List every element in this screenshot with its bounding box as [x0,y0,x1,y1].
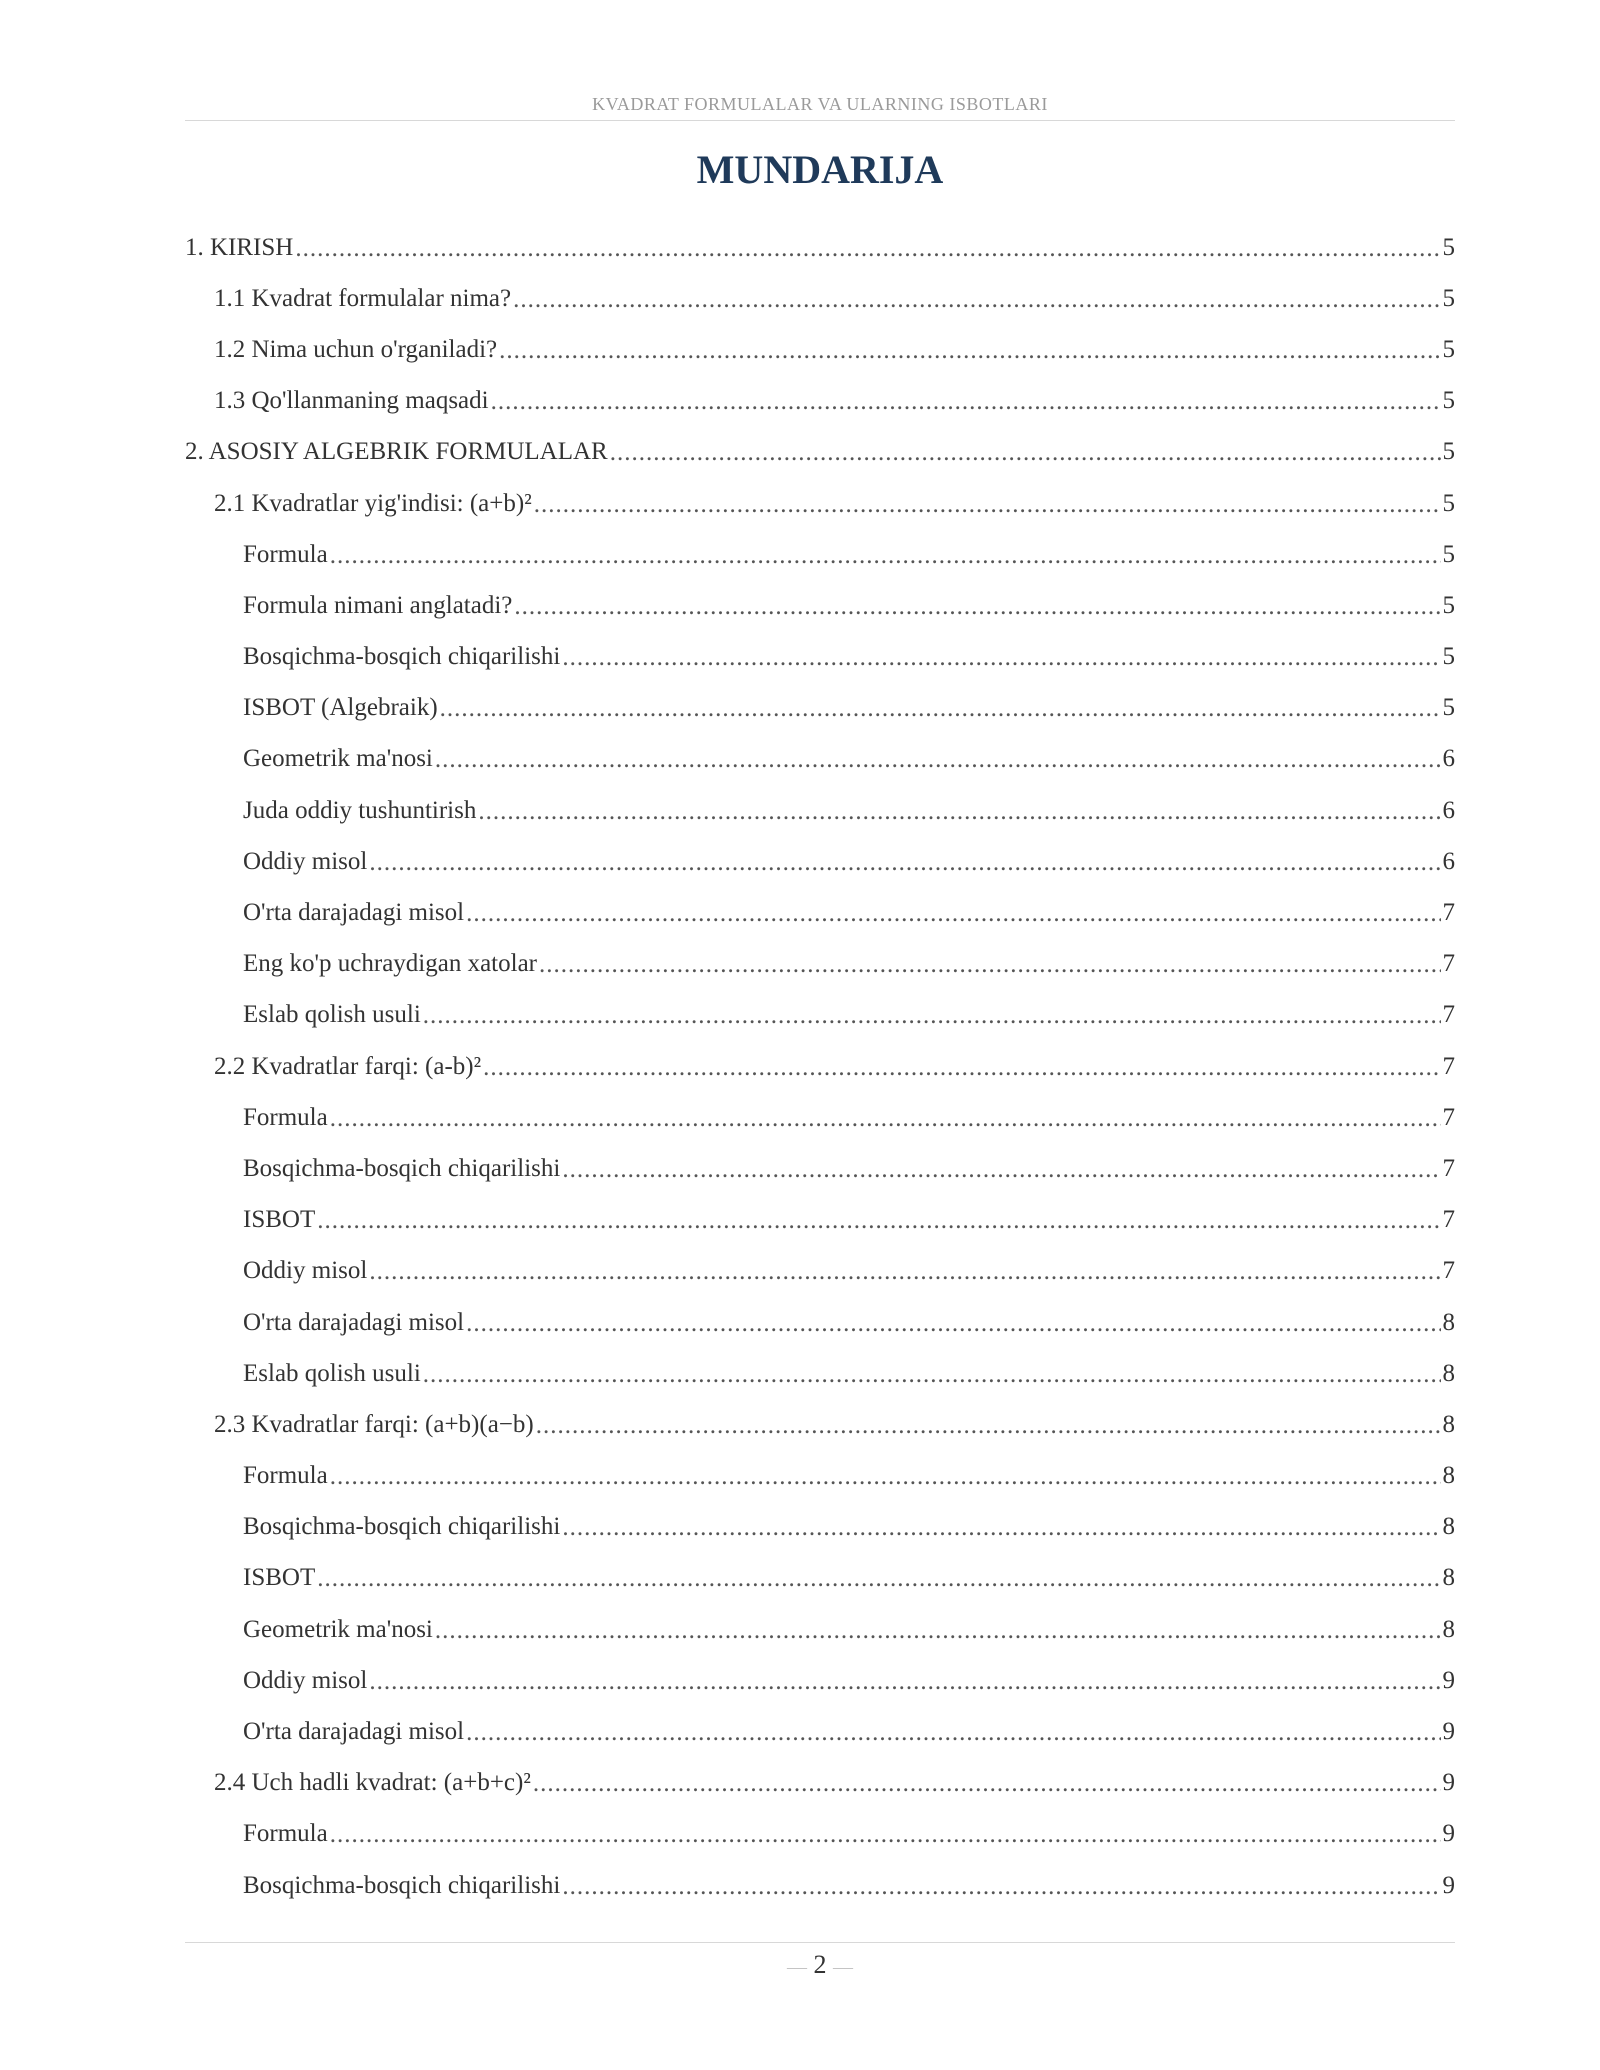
toc-entry[interactable] [185,1143,1455,1194]
toc-dot-leader [423,1361,1441,1389]
toc-entry[interactable] [185,632,1455,683]
toc-entry[interactable] [185,1092,1455,1143]
footer-dash-left: — [787,1956,807,1978]
toc-entry-title: ISBOT (Algebraik) [243,694,438,722]
toc-entry-page: 9 [1442,1718,1455,1746]
toc-entry[interactable] [185,376,1455,427]
footer-divider [185,1942,1455,1943]
toc-dot-leader [562,1156,1440,1184]
toc-entry-title: Oddiy misol [243,847,368,875]
toc-entry-title: 2.3 Kvadratlar farqi: (a+b)(a−b) [214,1410,534,1438]
toc-dot-leader [466,1719,1440,1747]
toc-entry-page: 5 [1442,335,1455,363]
toc-entry-page: 7 [1442,1103,1455,1131]
toc-entry[interactable] [185,1451,1455,1502]
toc-entry-page: 8 [1442,1410,1455,1438]
toc-dot-leader [330,542,1441,570]
toc-entry-page: 6 [1442,745,1455,773]
toc-entry-page: 6 [1442,796,1455,824]
toc-entry-page: 5 [1442,438,1455,466]
toc-dot-leader [562,1873,1440,1901]
toc-entry[interactable] [185,1399,1455,1450]
toc-entry[interactable] [185,990,1455,1041]
toc-dot-leader [317,1565,1440,1593]
toc-entry[interactable] [185,734,1455,785]
toc-entry[interactable] [185,1758,1455,1809]
toc-entry-page: 5 [1442,233,1455,261]
toc-entry[interactable] [185,785,1455,836]
toc-entry-title: Eng ko'p uchraydigan xatolar [243,950,537,978]
toc-dot-leader [466,900,1440,928]
toc-entry[interactable] [185,1246,1455,1297]
toc-entry-page: 5 [1442,643,1455,671]
toc-dot-leader [610,439,1441,467]
toc-dot-leader [536,1412,1441,1440]
toc-entry-title: ISBOT [243,1206,316,1234]
toc-entry[interactable] [185,1348,1455,1399]
toc-entry[interactable] [185,939,1455,990]
page-number: 2 [813,1950,827,1979]
toc-entry-title: Formula [243,1103,328,1131]
toc-entry-title: Formula [243,1820,328,1848]
toc-entry-title: Eslab qolish usuli [243,1359,421,1387]
toc-entry-title: Geometrik ma'nosi [243,1615,433,1643]
toc-entry-page: 8 [1442,1615,1455,1643]
toc-entry[interactable] [185,580,1455,631]
toc-entry-page: 8 [1442,1308,1455,1336]
toc-entry-page: 9 [1442,1871,1455,1899]
toc-entry[interactable] [185,1502,1455,1553]
toc-entry-page: 5 [1442,284,1455,312]
toc-dot-leader [534,491,1441,519]
toc-dot-leader [369,1668,1440,1696]
toc-entry-title: Juda oddiy tushuntirish [243,796,477,824]
toc-entry[interactable] [185,683,1455,734]
toc-entry-page: 5 [1442,540,1455,568]
toc-dot-leader [435,1617,1441,1645]
toc-entry-title: Formula nimani anglatadi? [243,591,513,619]
running-header: KVADRAT FORMULALAR VA ULARNING ISBOTLARI [592,94,1048,114]
toc-entry-title: Bosqichma-bosqich chiqarilishi [243,1871,561,1899]
toc-entry-title: Eslab qolish usuli [243,1001,421,1029]
toc-dot-leader [562,1514,1440,1542]
toc-dot-leader [435,746,1441,774]
toc-entry-title: O'rta darajadagi misol [243,899,465,927]
toc-dot-leader [478,798,1440,826]
toc-entry-page: 9 [1442,1769,1455,1797]
toc-entry[interactable] [185,1553,1455,1604]
toc-entry[interactable] [185,1860,1455,1911]
toc-entry-title: Oddiy misol [243,1666,368,1694]
toc-entry[interactable] [185,1809,1455,1860]
table-of-contents [185,222,1455,1911]
toc-entry-title: Bosqichma-bosqich chiqarilishi [243,1513,561,1541]
toc-entry-page: 5 [1442,387,1455,415]
toc-entry-title: Formula [243,540,328,568]
toc-entry-title: 2.2 Kvadratlar farqi: (a-b)² [214,1052,482,1080]
toc-entry-title: 2.1 Kvadratlar yig'indisi: (a+b)² [214,489,532,517]
toc-entry[interactable] [185,887,1455,938]
toc-dot-leader [295,235,1440,263]
toc-entry[interactable] [185,1604,1455,1655]
toc-dot-leader [539,951,1441,979]
toc-title: MUNDARIJA [696,147,944,192]
toc-entry-page: 5 [1442,591,1455,619]
toc-entry-page: 7 [1442,1052,1455,1080]
toc-entry[interactable] [185,1041,1455,1092]
toc-dot-leader [423,1002,1441,1030]
toc-entry-title: 2.4 Uch hadli kvadrat: (a+b+c)² [214,1769,531,1797]
toc-entry-page: 8 [1442,1513,1455,1541]
toc-entry[interactable] [185,222,1455,273]
toc-dot-leader [491,388,1441,416]
toc-dot-leader [513,286,1440,314]
toc-entry[interactable] [185,273,1455,324]
toc-dot-leader [369,1258,1440,1286]
toc-entry-page: 7 [1442,1154,1455,1182]
toc-entry-page: 5 [1442,489,1455,517]
toc-entry[interactable] [185,836,1455,887]
toc-entry-page: 6 [1442,847,1455,875]
toc-entry-title: 2. ASOSIY ALGEBRIK FORMULALAR [185,438,608,466]
header-divider [185,120,1455,121]
toc-dot-leader [533,1770,1441,1798]
toc-entry-title: O'rta darajadagi misol [243,1308,465,1336]
toc-dot-leader [499,337,1440,365]
toc-dot-leader [483,1054,1440,1082]
toc-entry[interactable] [185,1706,1455,1757]
toc-entry[interactable] [185,478,1455,529]
toc-dot-leader [369,849,1440,877]
toc-entry-title: 1.3 Qo'llanmaning maqsadi [214,387,489,415]
toc-dot-leader [466,1310,1440,1338]
toc-dot-leader [562,644,1440,672]
toc-entry-title: Bosqichma-bosqich chiqarilishi [243,1154,561,1182]
toc-entry[interactable] [185,324,1455,375]
toc-entry-title: 1.2 Nima uchun o'rganiladi? [214,335,498,363]
toc-entry-title: ISBOT [243,1564,316,1592]
toc-entry-page: 8 [1442,1564,1455,1592]
toc-dot-leader [330,1105,1441,1133]
toc-entry-page: 8 [1442,1359,1455,1387]
toc-entry[interactable] [185,1297,1455,1348]
toc-entry-title: Bosqichma-bosqich chiqarilishi [243,643,561,671]
toc-dot-leader [317,1207,1440,1235]
toc-entry-title: Oddiy misol [243,1257,368,1285]
toc-entry-page: 7 [1442,950,1455,978]
toc-entry-page: 9 [1442,1666,1455,1694]
toc-entry-page: 8 [1442,1462,1455,1490]
toc-entry-title: Formula [243,1462,328,1490]
toc-entry[interactable] [185,1655,1455,1706]
toc-dot-leader [440,695,1441,723]
toc-entry-page: 9 [1442,1820,1455,1848]
toc-entry[interactable] [185,427,1455,478]
toc-dot-leader [330,1821,1441,1849]
toc-entry-title: O'rta darajadagi misol [243,1718,465,1746]
toc-entry-page: 7 [1442,899,1455,927]
toc-entry-title: Geometrik ma'nosi [243,745,433,773]
toc-dot-leader [330,1463,1441,1491]
toc-entry[interactable] [185,529,1455,580]
footer-dash-right: — [833,1956,853,1978]
toc-entry-title: 1. KIRISH [185,233,294,261]
toc-entry-page: 5 [1442,694,1455,722]
toc-entry-page: 7 [1442,1257,1455,1285]
toc-entry-title: 1.1 Kvadrat formulalar nima? [214,284,512,312]
toc-entry[interactable] [185,1195,1455,1246]
toc-dot-leader [514,593,1440,621]
page-footer [185,1950,1455,1980]
toc-entry-page: 7 [1442,1206,1455,1234]
toc-entry-page: 7 [1442,1001,1455,1029]
